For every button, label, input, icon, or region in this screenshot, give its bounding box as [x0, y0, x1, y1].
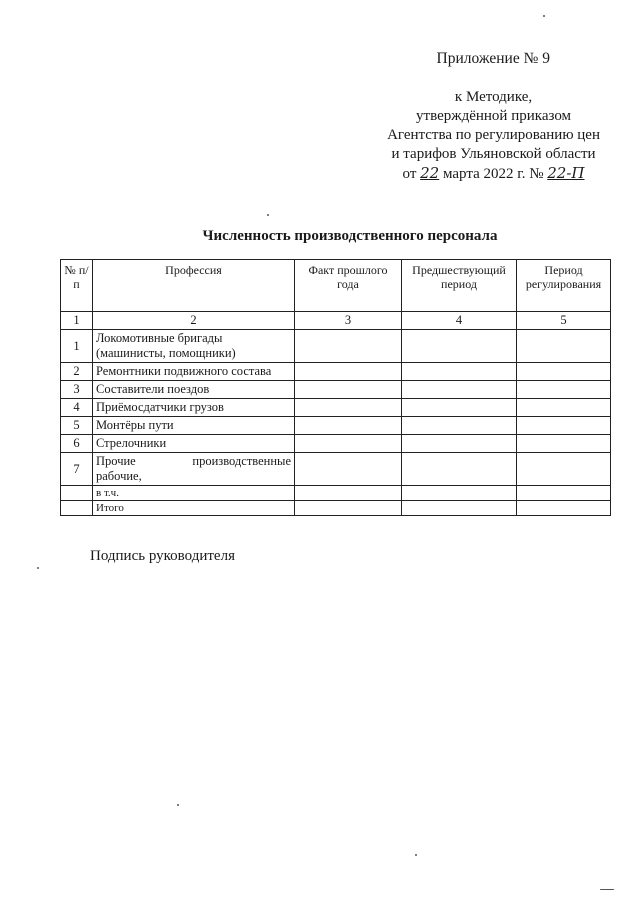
row-number-empty [61, 486, 93, 501]
signature-label: Подпись руководителя [90, 548, 235, 564]
date-day-handwritten: 22 [420, 164, 440, 182]
header-profession: Профессия [93, 260, 295, 312]
row-profession: Локомотивные бригады (машинисты, помощники) [93, 330, 295, 363]
date-middle: марта 2022 г. № [442, 166, 544, 182]
row-fact-cell[interactable] [295, 453, 402, 486]
row-profession: Ремонтники подвижного состава [93, 363, 295, 381]
row-number: 7 [61, 453, 93, 486]
row-number: 1 [61, 330, 93, 363]
row-reg-cell[interactable] [517, 399, 611, 417]
row-number: 4 [61, 399, 93, 417]
row-number: 5 [61, 417, 93, 435]
row-total-label: Итого [93, 501, 295, 516]
table-row [61, 363, 611, 381]
scan-speck [600, 889, 614, 890]
row-number: 6 [61, 435, 93, 453]
row-fact-cell[interactable] [295, 399, 402, 417]
table-row [61, 453, 611, 486]
row-prev-cell[interactable] [402, 501, 517, 516]
header-reg: Период регулирования [517, 260, 611, 312]
index-cell: 4 [402, 312, 517, 330]
row-profession: Составители поездов [93, 381, 295, 399]
approval-line-3: Агентства по регулированию цен [387, 127, 600, 143]
row-reg-cell[interactable] [517, 435, 611, 453]
row-profession [93, 453, 295, 486]
order-number-handwritten: 22-П [547, 164, 585, 182]
index-cell: 3 [295, 312, 402, 330]
row-number-empty [61, 501, 93, 516]
row-number: 3 [61, 381, 93, 399]
table-index-row [61, 312, 611, 330]
scan-speck [415, 854, 417, 856]
table-row [61, 330, 611, 363]
approval-line-4: и тарифов Ульяновской области [391, 146, 596, 162]
index-cell: 2 [93, 312, 295, 330]
header-num: № п/п [61, 260, 93, 312]
table-row [61, 435, 611, 453]
approval-block [387, 88, 600, 184]
row-prev-cell[interactable] [402, 399, 517, 417]
word: Прочие [96, 454, 136, 468]
row-prev-cell[interactable] [402, 417, 517, 435]
row-prev-cell[interactable] [402, 435, 517, 453]
row-fact-cell[interactable] [295, 330, 402, 363]
row-reg-cell[interactable] [517, 417, 611, 435]
row-incl-label: в т.ч. [93, 486, 295, 501]
appendix-label: Приложение № 9 [436, 50, 550, 67]
approval-line-2: утверждённой приказом [416, 108, 572, 124]
table-row [61, 381, 611, 399]
row-prev-cell[interactable] [402, 363, 517, 381]
scan-speck [177, 804, 179, 806]
word: производственные [192, 454, 291, 468]
header-prev: Предшествующий период [402, 260, 517, 312]
personnel-table [60, 259, 611, 516]
row-profession-line-2: рабочие, [96, 469, 142, 483]
row-reg-cell[interactable] [517, 330, 611, 363]
row-reg-cell[interactable] [517, 363, 611, 381]
row-reg-cell[interactable] [517, 453, 611, 486]
row-reg-cell[interactable] [517, 381, 611, 399]
date-prefix: от [402, 166, 417, 182]
scan-speck [543, 15, 545, 17]
table-row-incl [61, 486, 611, 501]
row-profession: Стрелочники [93, 435, 295, 453]
approval-line-1: к Методике, [454, 89, 533, 105]
header-fact: Факт прошлого года [295, 260, 402, 312]
table-row-total [61, 501, 611, 516]
row-profession-line-1 [96, 454, 291, 469]
row-prev-cell[interactable] [402, 330, 517, 363]
table-row [61, 399, 611, 417]
row-number: 2 [61, 363, 93, 381]
row-profession: Монтёры пути [93, 417, 295, 435]
row-fact-cell[interactable] [295, 486, 402, 501]
row-prev-cell[interactable] [402, 486, 517, 501]
row-prev-cell[interactable] [402, 381, 517, 399]
row-prev-cell[interactable] [402, 453, 517, 486]
row-fact-cell[interactable] [295, 501, 402, 516]
row-fact-cell[interactable] [295, 417, 402, 435]
row-reg-cell[interactable] [517, 501, 611, 516]
approval-date-line [387, 164, 600, 184]
scan-speck [267, 214, 269, 216]
table-row [61, 417, 611, 435]
row-reg-cell[interactable] [517, 486, 611, 501]
document-title: Численность производственного персонала [202, 228, 498, 244]
row-fact-cell[interactable] [295, 381, 402, 399]
index-cell: 5 [517, 312, 611, 330]
row-profession: Приёмосдатчики грузов [93, 399, 295, 417]
row-fact-cell[interactable] [295, 435, 402, 453]
index-cell: 1 [61, 312, 93, 330]
table-header-row [61, 260, 611, 312]
row-fact-cell[interactable] [295, 363, 402, 381]
scan-speck [37, 567, 39, 569]
